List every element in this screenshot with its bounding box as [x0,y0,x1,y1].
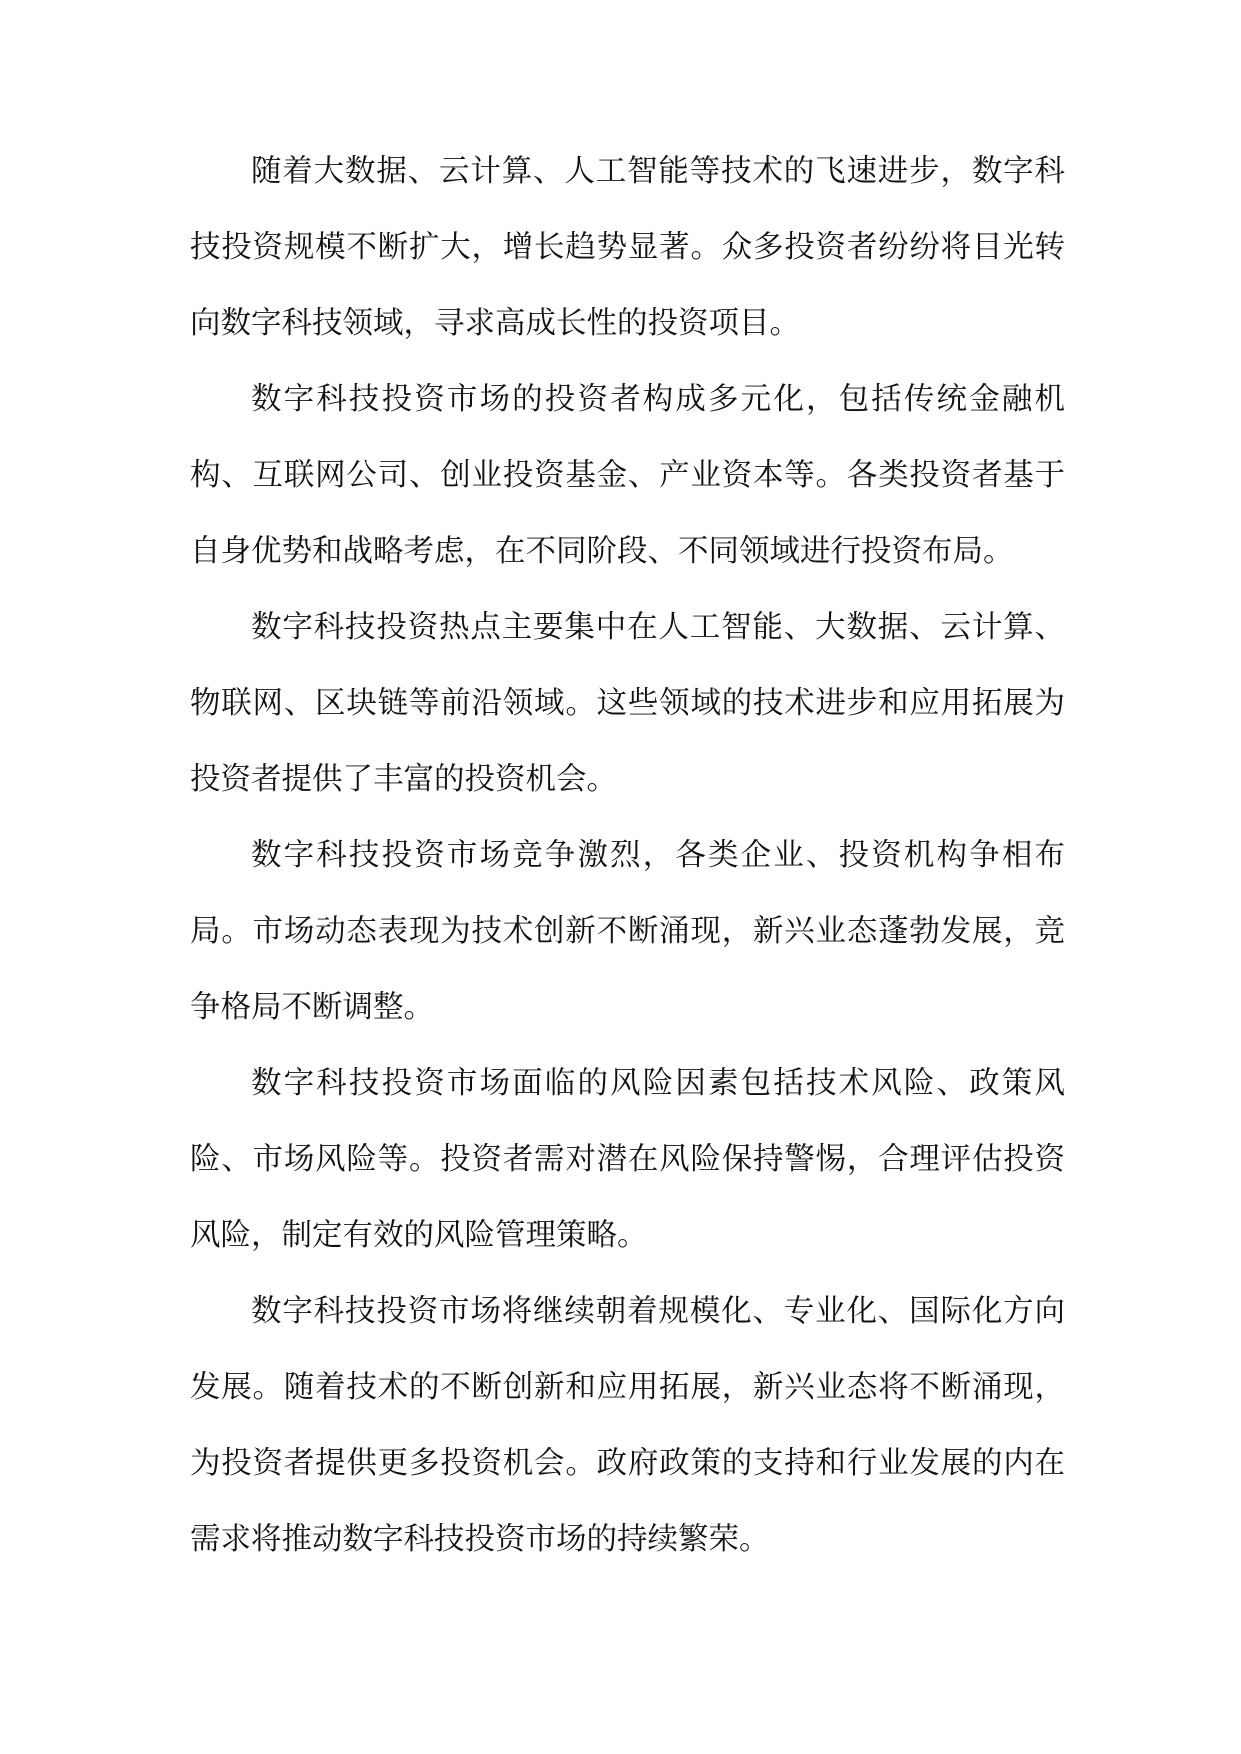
paragraph-risks: 数字科技投资市场面临的风险因素包括技术风险、政策风险、市场风险等。投资者需对潜在风险保持警惕，合理评估投资风险，制定有效的风险管理策略。 [190,1066,1065,1253]
paragraph-hotspots: 数字科技投资热点主要集中在人工智能、大数据、云计算、物联网、区块链等前沿领域。这些领域的技术进步和应用拓展为投资者提供了丰富的投资机会。 [190,610,1065,797]
paragraph-growth: 随着大数据、云计算、人工智能等技术的飞速进步，数字科技投资规模不断扩大，增长趋势显著。众多投资者纷纷将目光转向数字科技领域，寻求高成长性的投资项目。 [190,154,1065,341]
paragraph-investors: 数字科技投资市场的投资者构成多元化，包括传统金融机构、互联网公司、创业投资基金、产业资本等。各类投资者基于自身优势和战略考虑，在不同阶段、不同领域进行投资布局。 [190,382,1065,569]
document-body [190,134,1065,1578]
paragraph-outlook: 数字科技投资市场将继续朝着规模化、专业化、国际化方向发展。随着技术的不断创新和应用拓展，新兴业态将不断涌现，为投资者提供更多投资机会。政府政策的支持和行业发展的内在需求将推动数字科技投资市场的持续繁荣。 [190,1294,1065,1557]
paragraph-competition: 数字科技投资市场竞争激烈，各类企业、投资机构争相布局。市场动态表现为技术创新不断涌现，新兴业态蓬勃发展，竞争格局不断调整。 [190,838,1065,1025]
